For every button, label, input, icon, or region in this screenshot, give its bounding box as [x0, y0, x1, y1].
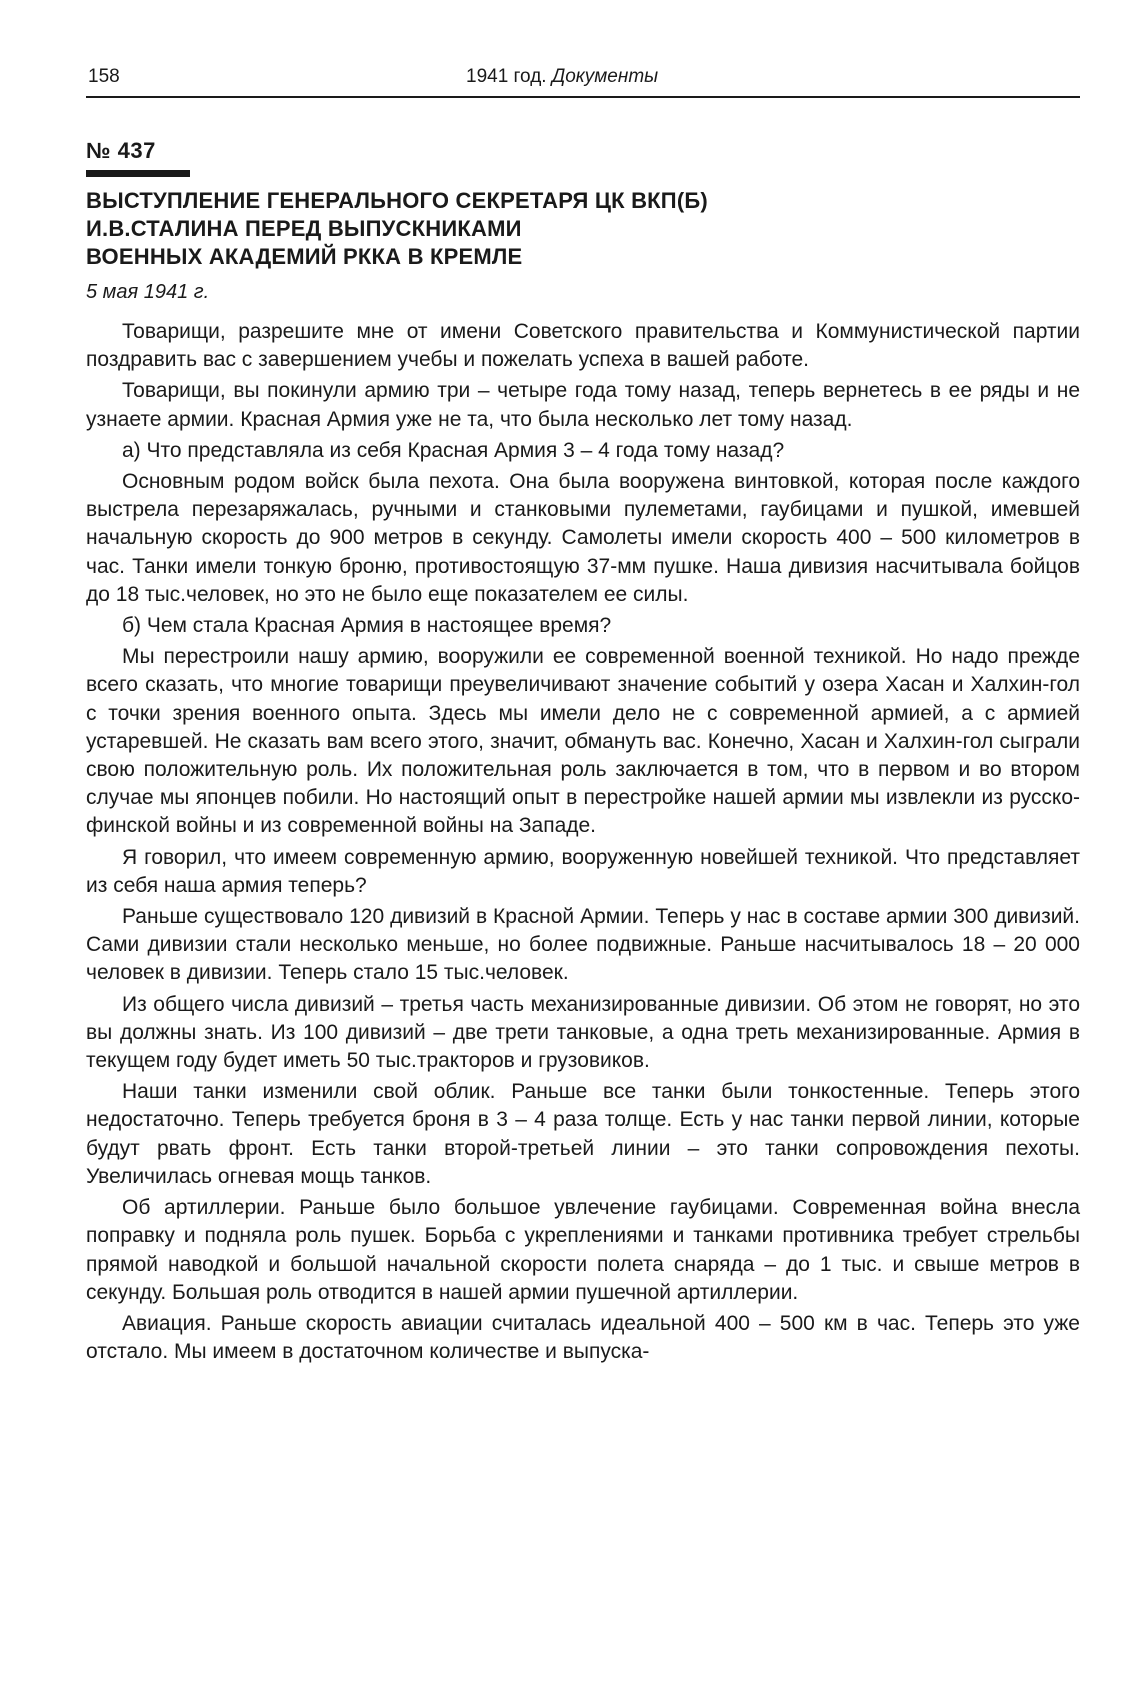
- document-number: № 437: [86, 138, 156, 163]
- running-title-year: 1941 год.: [466, 66, 552, 87]
- book-page: [86, 62, 1080, 1369]
- paragraph: б) Чем стала Красная Армия в настоящее время?: [122, 614, 612, 638]
- page-number: 158: [88, 66, 120, 87]
- paragraph: Авиация. Раньше скорость авиации считалась идеальной 400 – 500 км в час. Теперь это уже отстало. Мы имеем в достаточном количестве и выпуска-: [86, 1311, 1080, 1364]
- paragraph: Я говорил, что имеем современную армию, вооруженную новейшей техникой. Что представляет из себя наша армия теперь?: [86, 845, 1080, 897]
- document-date: 5 мая 1941 г.: [86, 281, 210, 303]
- paragraph: Товарищи, разрешите мне от имени Советского правительства и Коммунистической партии поздравить вас с завершением учебы и пожелать успеха в вашей работе.: [86, 320, 1080, 372]
- document-number-rule: [86, 170, 190, 177]
- paragraph: а) Что представляла из себя Красная Армия 3 – 4 года тому назад?: [122, 438, 785, 462]
- paragraph: Об артиллерии. Раньше было большое увлечение гаубицами. Современная война внесла поправку и подняла роль пушек. Борьба с укреплениями и танками противника требует стрельбы прямой наводкой и большой начальной скорости полета снаряда – до 1 тыс. и свыше метров в секунду. Большая роль отводится в нашей армии пушечной артиллерии.: [86, 1196, 1080, 1304]
- running-title-section: Документы: [551, 66, 659, 87]
- paragraph: Основным родом войск была пехота. Она была вооружена винтовкой, которая после каждого выстрела перезаряжалась, ручными и станковыми пулеметами, гаубицами и пушкой, имевшей начальную скорость до 900 метров в секунду. Самолеты имели скорость 400 – 500 километров в час. Танки имели тонкую броню, противостоящую 37-мм пушке. Наша дивизия насчитывала бойцов до 18 тыс.человек, но это не было еще показателем ее силы.: [86, 470, 1080, 606]
- document-title-line: И.В.СТАЛИНА ПЕРЕД ВЫПУСКНИКАМИ: [86, 216, 522, 241]
- document-title-line: ВОЕННЫХ АКАДЕМИЙ РККА В КРЕМЛЕ: [86, 244, 523, 269]
- paragraph: Наши танки изменили свой облик. Раньше все танки были тонкостенные. Теперь этого недостаточно. Теперь требуется броня в 3 – 4 раза толще. Есть у нас танки первой линии, которые будут рвать фронт. Есть танки второй-третьей линии – это танки сопровождения пехоты. Увеличилась огневая мощь танков.: [86, 1080, 1080, 1188]
- paragraph: Товарищи, вы покинули армию три – четыре года тому назад, теперь вернетесь в ее ряды и не узнаете армии. Красная Армия уже не та, что была несколько лет тому назад.: [86, 379, 1080, 431]
- paragraph: Из общего числа дивизий – третья часть механизированные дивизии. Об этом не говорят, но это вы должны знать. Из 100 дивизий – две трети танковые, а одна треть механизированные. Армия в текущем году будет иметь 50 тыс.тракторов и грузовиков.: [86, 992, 1080, 1073]
- running-head: [86, 62, 1080, 98]
- document-title-line: ВЫСТУПЛЕНИЕ ГЕНЕРАЛЬНОГО СЕКРЕТАРЯ ЦК ВКП(Б): [86, 188, 708, 213]
- document-title: [86, 187, 1080, 271]
- document-body: [86, 318, 1080, 1366]
- running-title: [466, 66, 658, 88]
- paragraph: Раньше существовало 120 дивизий в Красной Армии. Теперь у нас в составе армии 300 дивизий. Сами дивизии стали несколько меньше, но более подвижные. Раньше насчитывалось 18 – 20 000 человек в дивизии. Теперь стало 15 тыс.человек.: [86, 905, 1080, 985]
- paragraph: Мы перестроили нашу армию, вооружили ее современной военной техникой. Но надо прежде всего сказать, что многие товарищи преувеличивают значение событий у озера Хасан и Халхин-гол с точки зрения военного опыта. Здесь мы имели дело не с современной армией, а с армией устаревшей. Не сказать вам всего этого, значит, обмануть вас. Конечно, Хасан и Халхин-гол сыграли свою положительную роль. Их положительная роль заключается в том, что в первом и во втором случае мы японцев побили. Но настоящий опыт в перестройке нашей армии мы извлекли из русско-финской войны и из современной войны на Западе.: [86, 645, 1080, 838]
